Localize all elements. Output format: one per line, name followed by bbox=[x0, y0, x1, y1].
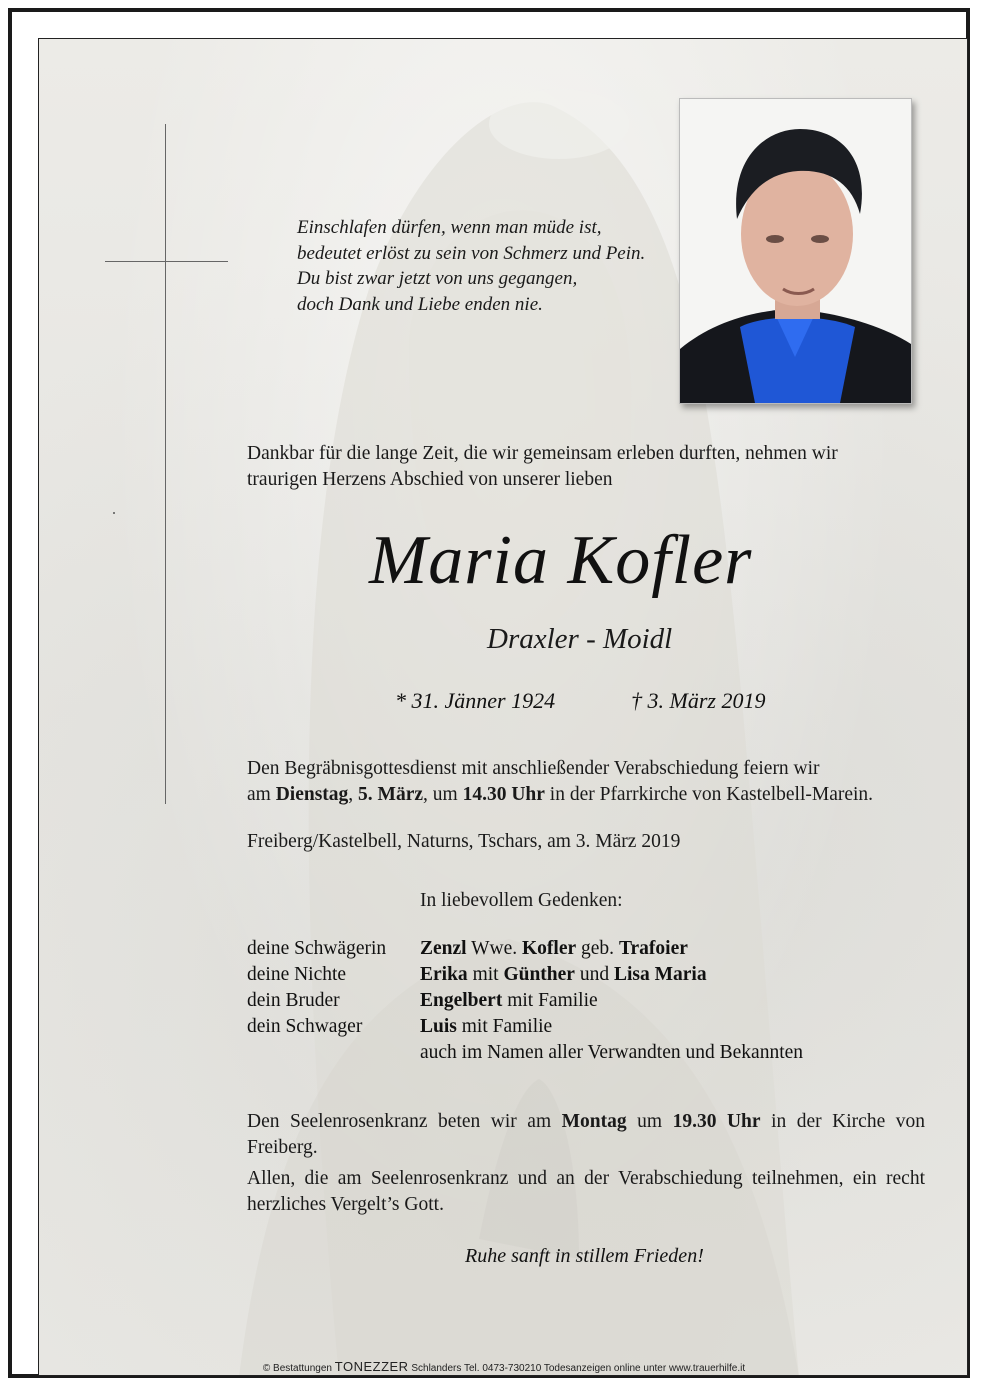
cross-vertical-line bbox=[165, 124, 166, 804]
poem-line: Einschlafen dürfen, wenn man müde ist, bbox=[297, 217, 602, 238]
funeral-text bbox=[247, 756, 925, 808]
mourner-row bbox=[247, 988, 803, 1014]
rosary-day: Montag bbox=[561, 1111, 627, 1132]
mourner-text: Wwe. bbox=[466, 938, 523, 959]
mourner-row bbox=[247, 1014, 803, 1040]
thanks-text: Allen, die am Seelenrosenkranz und an der Verabschiedung teilnehmen, ein recht herzliches Vergelt’s Gott. bbox=[247, 1168, 925, 1215]
footer-copyright: © Bestattungen bbox=[262, 1363, 335, 1374]
mourner-text: mit Familie bbox=[456, 1016, 553, 1037]
rosary-time: 19.30 Uhr bbox=[672, 1111, 761, 1132]
place-date: Freiberg/Kastelbell, Naturns, Tschars, am 3. März 2019 bbox=[247, 831, 681, 852]
mourner-name: Kofler bbox=[522, 938, 577, 959]
funeral-sep: , bbox=[348, 784, 359, 805]
mourner-row bbox=[247, 1040, 803, 1066]
rosary-text-a: Den Seelenrosenkranz beten wir am bbox=[247, 1111, 562, 1132]
mourner-name: Zenzl bbox=[420, 938, 467, 959]
mourner-row bbox=[247, 936, 803, 962]
mourners-list bbox=[247, 936, 803, 1066]
funeral-location: in der Pfarrkirche von Kastelbell-Marein. bbox=[544, 784, 874, 805]
intro-line-2: traurigen Herzens Abschied von unserer lieben bbox=[247, 469, 613, 490]
poem-line: bedeutet erlöst zu sein von Schmerz und Pein. bbox=[297, 242, 646, 264]
page-frame bbox=[8, 8, 970, 1378]
memory-heading: In liebevollem Gedenken: bbox=[420, 890, 623, 911]
mourner-relation: deine Nichte bbox=[247, 964, 347, 985]
funeral-date: 5. März bbox=[358, 784, 424, 805]
deceased-nickname: Draxler - Moidl bbox=[487, 623, 673, 655]
mourner-text: und bbox=[574, 964, 614, 985]
mourner-row bbox=[247, 962, 803, 988]
footer-contact: Schlanders Tel. 0473-730210 Todesanzeigen online unter www.trauerhilfe.it bbox=[408, 1363, 746, 1374]
mourner-text: mit Familie bbox=[502, 990, 598, 1011]
mourner-relation: dein Bruder bbox=[247, 990, 340, 1011]
decorative-dot bbox=[113, 512, 115, 514]
rosary-text bbox=[247, 1109, 925, 1161]
poem-line: doch Dank und Liebe enden nie. bbox=[297, 293, 543, 315]
obituary-card bbox=[38, 38, 968, 1376]
rosary-text-b: um bbox=[626, 1111, 673, 1132]
footer bbox=[39, 1359, 968, 1374]
closing-line: Ruhe sanft in stillem Frieden! bbox=[465, 1245, 704, 1267]
mourner-names bbox=[420, 936, 688, 962]
mourner-name: Trafoier bbox=[618, 938, 688, 959]
poem bbox=[297, 215, 677, 317]
mourner-names: auch im Namen aller Verwandten und Bekannten bbox=[420, 1042, 804, 1063]
mourner-text: geb. bbox=[576, 938, 619, 959]
mourner-name: Engelbert bbox=[420, 990, 503, 1011]
mourner-name: Lisa Maria bbox=[613, 964, 707, 985]
poem-line: Du bist zwar jetzt von uns gegangen, bbox=[297, 268, 578, 289]
funeral-time: 14.30 Uhr bbox=[462, 784, 545, 805]
mourner-relation: dein Schwager bbox=[247, 1016, 363, 1037]
portrait-image bbox=[680, 99, 911, 403]
birth-date: * 31. Jänner 1924 bbox=[395, 688, 556, 713]
rosary-text-c: in der Kirche von Freiberg. bbox=[247, 1111, 925, 1158]
intro-text bbox=[247, 441, 925, 493]
funeral-day: Dienstag bbox=[275, 784, 349, 805]
funeral-sep-2: , um bbox=[423, 784, 463, 805]
mourner-text: mit bbox=[467, 964, 504, 985]
funeral-line-1: Den Begräbnisgottesdienst mit anschließender Verabschiedung feiern wir bbox=[247, 758, 820, 779]
mourner-relation-empty bbox=[247, 1040, 420, 1066]
funeral-am: am bbox=[247, 784, 276, 805]
intro-line-1: Dankbar für die lange Zeit, die wir gemeinsam erleben durften, nehmen wir bbox=[247, 443, 838, 464]
mourner-name: Günther bbox=[503, 964, 575, 985]
mourner-name: Erika bbox=[420, 964, 468, 985]
deceased-name: Maria Kofler bbox=[369, 522, 753, 599]
cross-horizontal-line bbox=[105, 261, 228, 262]
mourner-names bbox=[420, 988, 598, 1014]
mourner-names bbox=[420, 1014, 552, 1040]
mourner-name: Luis bbox=[420, 1016, 457, 1037]
funeral-line-2 bbox=[247, 782, 925, 808]
mourner-relation: deine Schwägerin bbox=[247, 938, 387, 959]
death-date: † 3. März 2019 bbox=[631, 688, 766, 713]
portrait-photo bbox=[679, 98, 912, 404]
footer-brand: TONEZZER bbox=[334, 1359, 409, 1374]
mourner-names bbox=[420, 962, 707, 988]
